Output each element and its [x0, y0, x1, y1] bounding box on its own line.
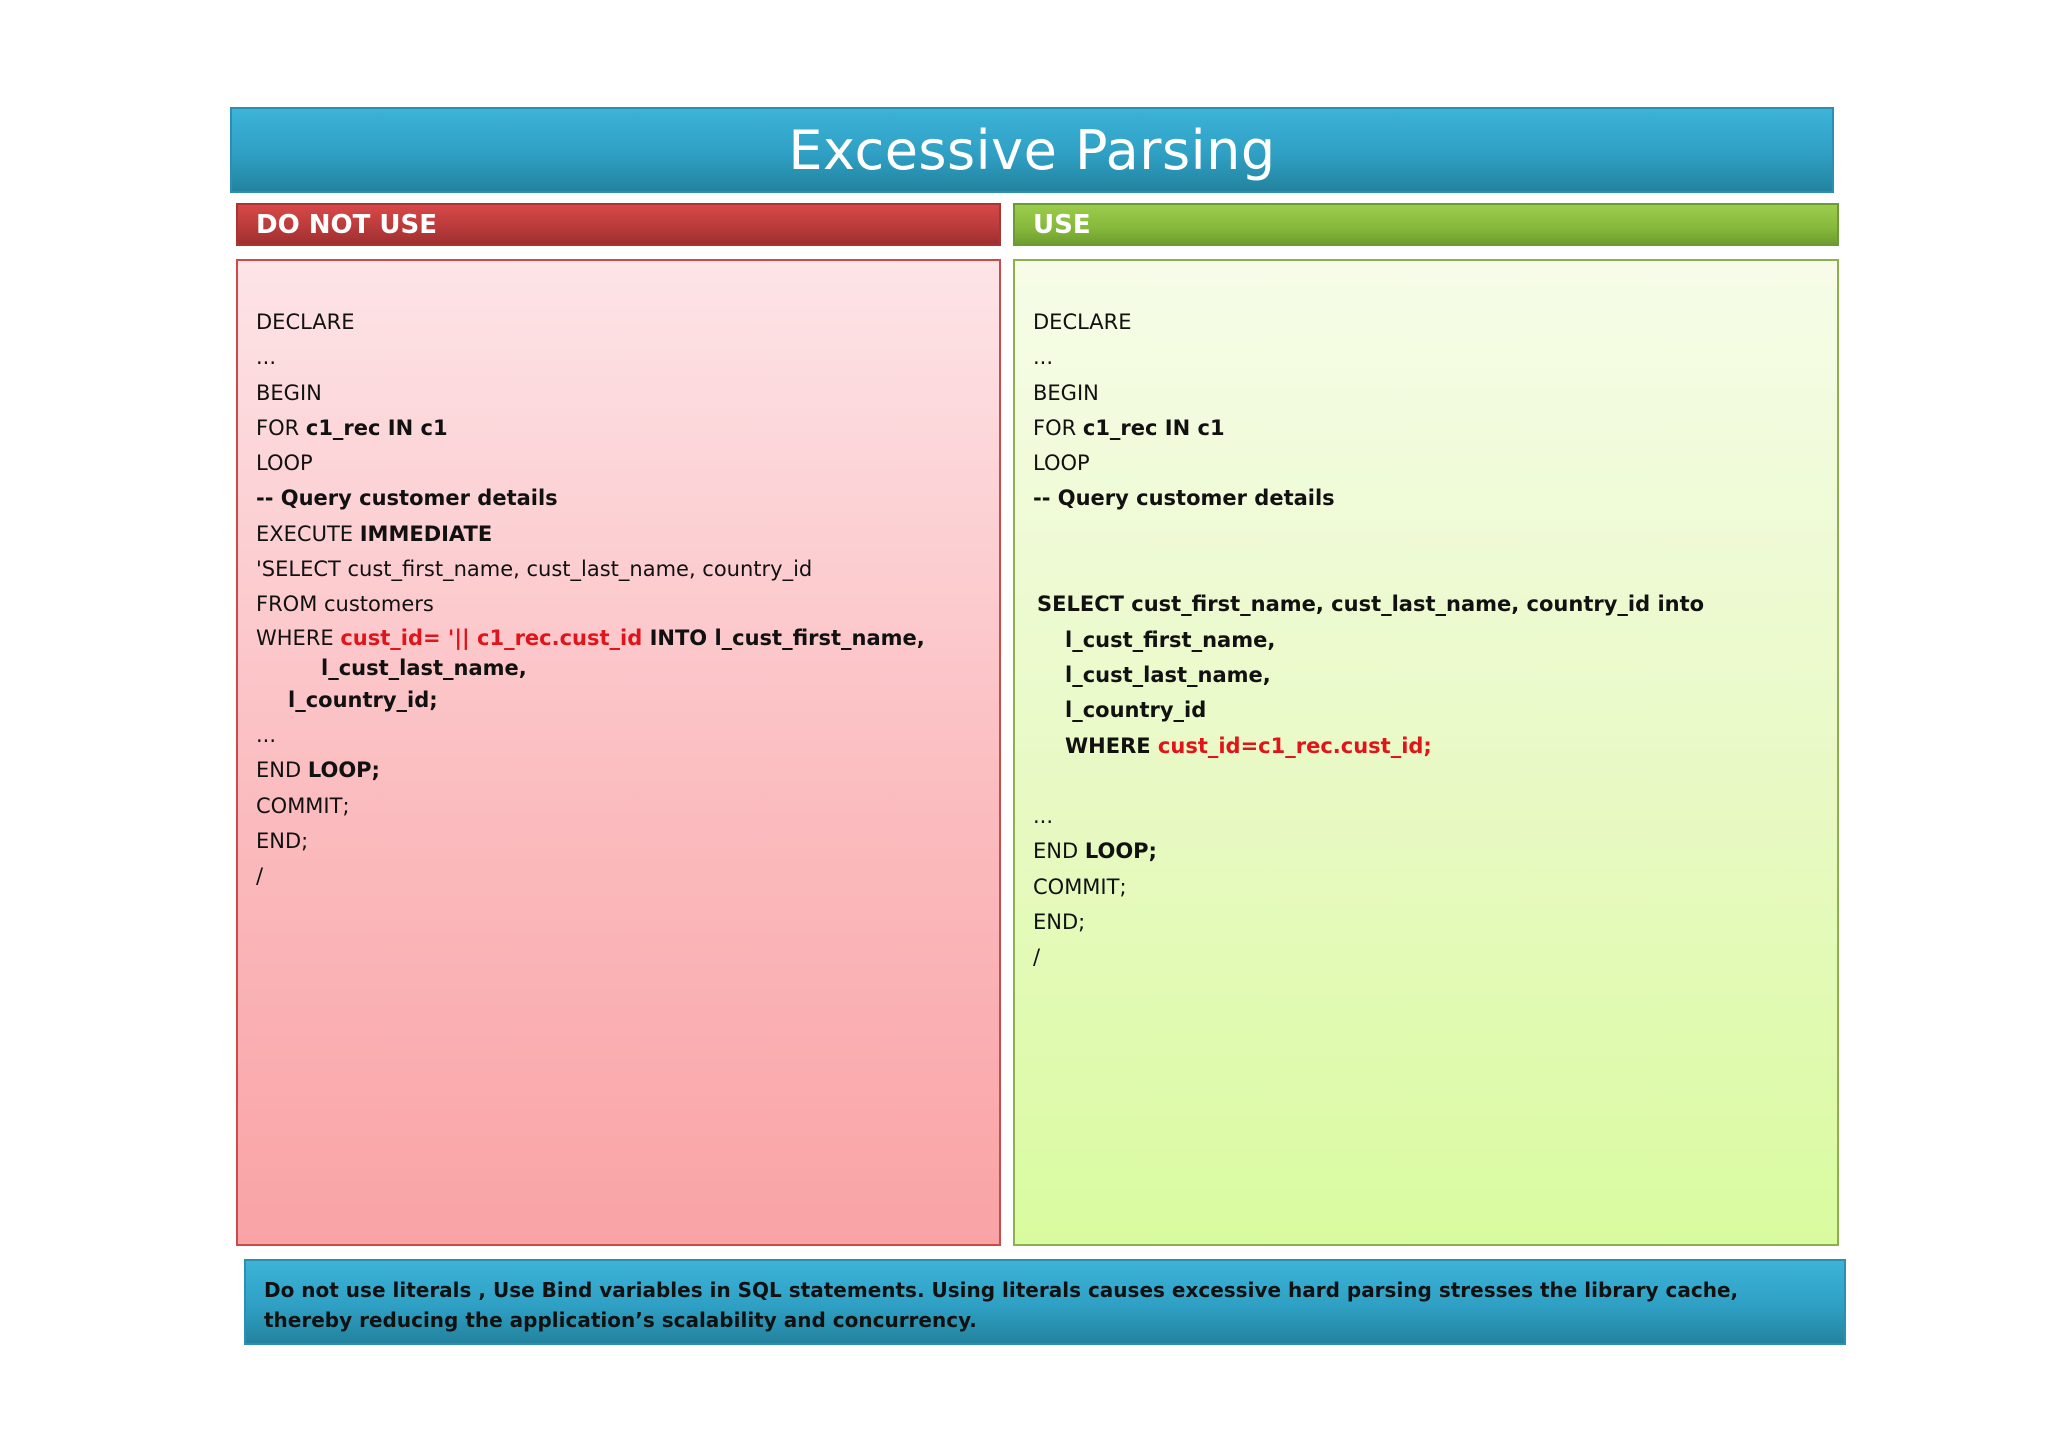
code-line: FROM customers: [256, 592, 434, 617]
code-line: LOOP: [256, 451, 313, 476]
code-line: DECLARE: [256, 310, 355, 334]
code-line: COMMIT;: [1033, 874, 1127, 899]
use-header: USE: [1013, 203, 1839, 246]
blank-line: [1015, 552, 1837, 587]
code-keyword: FOR: [256, 415, 306, 440]
code-line: ...: [1033, 345, 1054, 370]
code-line: [238, 517, 999, 552]
code-bold: IMMEDIATE: [359, 521, 493, 546]
code-line: l_cust_first_name,: [1065, 627, 1276, 652]
code-line: l_country_id;: [288, 687, 438, 712]
code-line: [238, 411, 999, 446]
footer-note: Do not use literals , Use Bind variables in SQL statements. Using literals causes excessive hard parsing stresses the library cache, thereby reducing the application’s scalability and concurrency.: [244, 1259, 1846, 1345]
code-bold: LOOP;: [307, 758, 380, 783]
code-bold: c1_rec IN c1: [305, 415, 448, 440]
code-highlight-bind: cust_id=c1_rec.cust_id;: [1157, 733, 1432, 758]
code-line: [238, 623, 999, 653]
code-comment: -- Query customer details: [1033, 486, 1335, 511]
code-line: 'SELECT cust_first_name, cust_last_name, country_id: [256, 557, 813, 582]
blank-line: [1015, 517, 1837, 552]
do-not-use-panel: [236, 259, 1001, 1246]
blank-line: [1015, 764, 1837, 799]
code-keyword: END: [1033, 839, 1085, 864]
code-bold: c1_rec IN c1: [1082, 415, 1225, 440]
code-bold: WHERE: [1065, 733, 1158, 758]
code-line: [1015, 411, 1837, 446]
code-line: END;: [1033, 910, 1086, 935]
code-keyword: END: [256, 758, 308, 783]
code-bold: INTO l_cust_first_name,: [642, 625, 925, 650]
code-line: BEGIN: [256, 380, 322, 405]
title-banner: [230, 107, 1834, 193]
code-line: l_cust_last_name,: [321, 655, 527, 680]
use-panel: [1013, 259, 1839, 1246]
code-keyword: WHERE: [256, 625, 341, 650]
code-line: LOOP: [1033, 451, 1090, 476]
code-line: l_cust_last_name,: [1065, 662, 1271, 687]
code-line: l_country_id: [1065, 698, 1207, 723]
code-line: SELECT cust_first_name, cust_last_name, country_id into: [1037, 592, 1705, 617]
code-keyword: FOR: [1033, 415, 1083, 440]
code-comment: -- Query customer details: [256, 486, 558, 511]
code-line: [1015, 834, 1837, 869]
code-keyword: EXECUTE: [256, 521, 360, 546]
code-line: BEGIN: [1033, 380, 1099, 405]
code-line: [238, 753, 999, 788]
code-line: /: [1033, 945, 1041, 970]
code-line: ...: [256, 345, 277, 370]
code-line: ...: [256, 722, 277, 747]
code-line: END;: [256, 828, 309, 853]
code-line: COMMIT;: [256, 793, 350, 818]
code-line: ...: [1033, 804, 1054, 829]
do-not-use-header: DO NOT USE: [236, 203, 1001, 246]
page-title: Excessive Parsing: [788, 118, 1276, 182]
code-line: DECLARE: [1033, 310, 1132, 334]
code-bold: LOOP;: [1084, 839, 1157, 864]
code-line: [1015, 729, 1837, 764]
code-line: /: [256, 864, 264, 889]
code-highlight-literal: cust_id= '|| c1_rec.cust_id: [340, 625, 643, 650]
